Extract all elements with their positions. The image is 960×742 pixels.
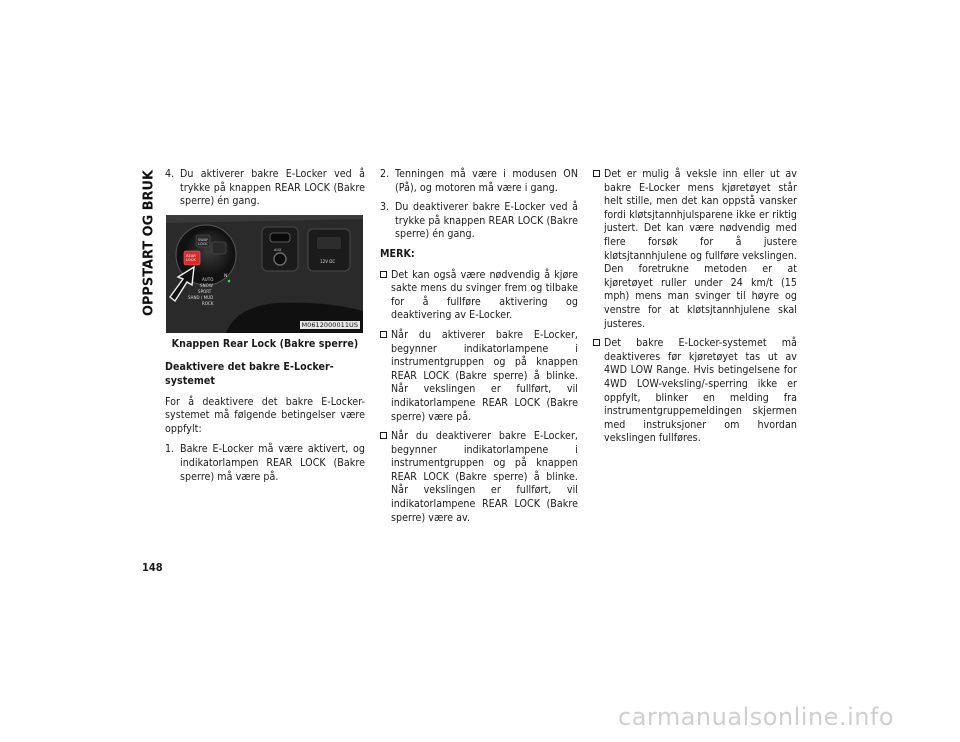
chapter-title: OPPSTART OG BRUK	[141, 168, 156, 316]
note-item	[380, 430, 578, 525]
note-text: Det er mulig å veksle inn eller ut av bakre E-Locker mens kjøretøyet står helt stille, men det kan oppstå vansker fordi kløtsjtannhjulsparene ikke er riktig justert. Det kan være nødvendig med flere forsøk for å justere kløtsjtannhjulene og fullføre vekslingen. Den foretrukne metoden er at kjøretøyet ruller under 24 km/t (15 mph) mens man svinger til høyre og venstre for at kløtsjtannhjulene skal justeres.	[604, 168, 797, 330]
photo-n-label: N	[224, 273, 228, 279]
checkbox-bullet-icon	[380, 331, 391, 424]
chapter-side-tab	[140, 168, 156, 316]
watermark-logo: carmanualsonline.info	[618, 703, 895, 731]
step-4-number: 4.	[165, 168, 175, 180]
checkbox-bullet-icon	[380, 271, 391, 323]
checkbox-bullet-icon	[593, 339, 604, 446]
note-item	[593, 168, 797, 331]
column-3	[593, 168, 797, 452]
note-item	[380, 329, 578, 424]
checkbox-bullet-icon	[380, 432, 391, 525]
figure-caption: Knappen Rear Lock (Bakre sperre)	[171, 337, 359, 350]
section-heading: Deaktivere det bakre E-Locker-systemet	[165, 361, 334, 387]
intro-paragraph: For å deaktivere det bakre E-Locker-systemet må følgende betingelser være oppfylt:	[165, 395, 365, 435]
photo-mode-rock: ROCK	[202, 300, 214, 306]
step-3-text: Du deaktiverer bakre E-Locker ved å trykke på knappen REAR LOCK (Bakre sperre) én gang.	[395, 201, 578, 241]
photo-mode-auto: AUTO	[202, 276, 214, 282]
rear-lock-photo	[166, 215, 363, 333]
page-number: 148	[142, 561, 163, 574]
note-text: Når du aktiverer bakre E-Locker, begynner indikatorlampene i instrumentgruppen og på knappen REAR LOCK (Bakre sperre) å blinke. Når vekslingen er fullført, vil indikatorlampene REAR LOCK (Bakre sperre) være på.	[391, 328, 578, 423]
column-1	[165, 168, 365, 490]
step-2-number: 2.	[380, 168, 390, 180]
step-3	[380, 201, 578, 242]
column-2	[380, 168, 578, 531]
photo-rear-label: REAR	[186, 253, 196, 258]
photo-switch-label: 12V DC	[320, 258, 336, 264]
photo-mode-sand-mud: SAND / MUD	[188, 294, 214, 300]
note-item	[593, 337, 797, 446]
photo-rear-label-2: LOCK	[186, 257, 196, 262]
photo-usb-label: AUX	[274, 247, 282, 252]
photo-sway-label-2: LOCK	[198, 241, 208, 246]
figure-code: M0612000011US	[301, 320, 358, 329]
note-label: MERK:	[380, 247, 415, 260]
step-4	[165, 168, 365, 209]
step-2-text: Tenningen må være i modusen ON (På), og motoren må være i gang.	[395, 168, 578, 194]
photo-mode-snow: SNOW	[200, 282, 213, 288]
photo-mode-sport: SPORT	[198, 288, 212, 294]
step-4-text: Du aktiverer bakre E-Locker ved å trykke på knappen REAR LOCK (Bakre sperre) én gang.	[180, 168, 365, 208]
step-1-text: Bakre E-Locker må være aktivert, og indikatorlampen REAR LOCK (Bakre sperre) må være på.	[180, 443, 365, 483]
checkbox-bullet-icon	[593, 170, 604, 331]
note-text: Når du deaktiverer bakre E-Locker, begynner indikatorlampene i instrumentgruppen og på knappen REAR LOCK (Bakre sperre) å blinke. Når vekslingen er fullført, vil indikatorlampene REAR LOCK (Bakre sperre) være av.	[391, 430, 578, 524]
photo-sway-label: SWAY	[198, 237, 208, 242]
note-text: Det bakre E-Locker-systemet må deaktiveres før kjøretøyet tas ut av 4WD LOW Range. Hvis betingelsene for 4WD LOW-veksling/-sperring ikke er oppfylt, blinker en melding fra instrumentgruppemeldingen skjermen med instruksjoner om hvordan vekslingen fullføres.	[604, 337, 797, 445]
step-1	[165, 443, 365, 484]
step-2	[380, 168, 578, 195]
step-1-number: 1.	[165, 443, 175, 456]
note-item	[380, 269, 578, 323]
step-3-number: 3.	[380, 201, 390, 214]
note-text: Det kan også være nødvendig å kjøre sakte mens du svinger frem og tilbake for å fullføre aktivering og deaktivering av E-Locker.	[391, 268, 578, 322]
